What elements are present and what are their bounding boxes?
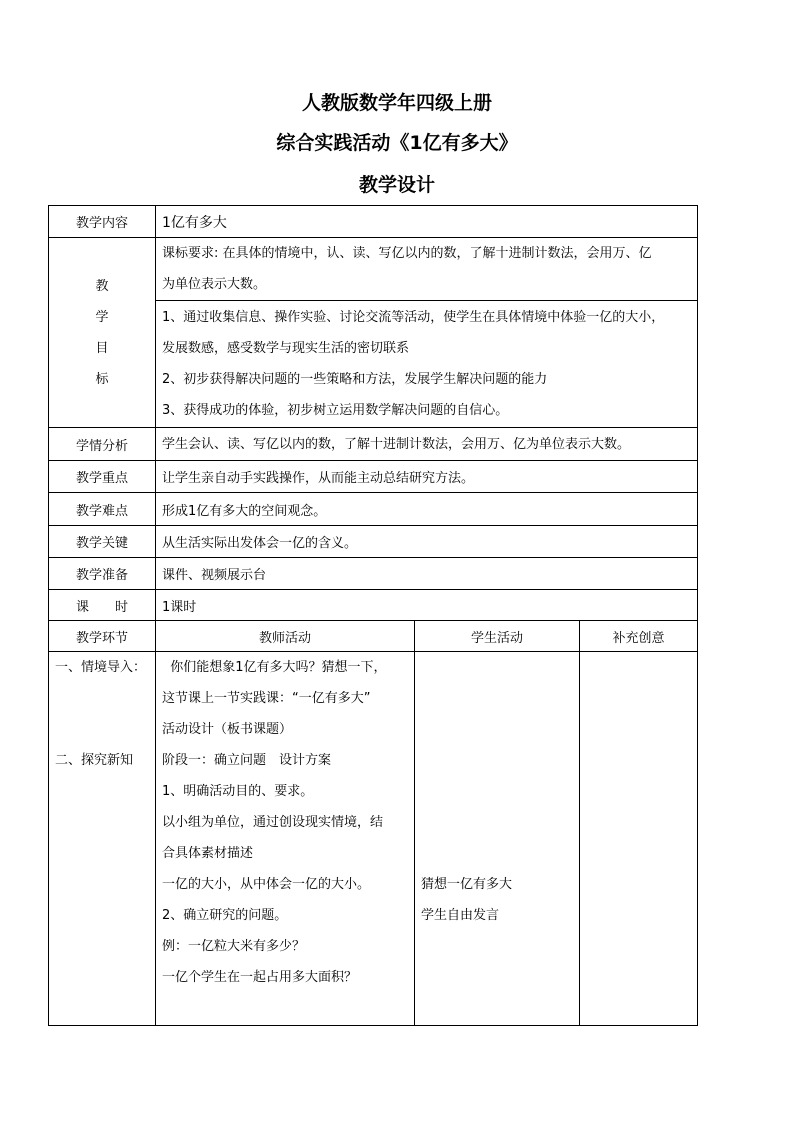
label-content: 教学内容 xyxy=(49,206,156,238)
document-subtitle: 综合实践活动《1亿有多大》 xyxy=(276,132,518,154)
label-prep: 教学准备 xyxy=(49,558,156,590)
requirement-line: 课标要求: 在具体的情境中，认、读、写亿以内的数，了解十进制计数法，会用万、亿 xyxy=(162,246,652,261)
teacher-line: 一亿个学生在一起占用多大面积？ xyxy=(162,970,358,985)
teacher-line: 活动设计（板书课题） xyxy=(162,722,293,737)
teacher-line: 以小组为单位，通过创设现实情境，结 xyxy=(162,815,384,830)
stage-item: 一、情境导入： xyxy=(55,660,147,675)
goal-line: 3、获得成功的体验，初步树立运用数学解决问题的自信心。 xyxy=(162,403,509,418)
label-objectives-char: 教 xyxy=(95,278,109,294)
value-key: 从生活实际出发体会一亿的含义。 xyxy=(156,526,698,558)
teacher-line: 阶段一：确立问题 设计方案 xyxy=(162,753,332,768)
row-content xyxy=(49,206,698,238)
process-header-row xyxy=(49,621,698,652)
value-hours: 1课时 xyxy=(156,590,698,621)
teacher-activity xyxy=(156,652,415,1026)
label-difficulty: 教学难点 xyxy=(49,493,156,526)
label-objectives-char: 学 xyxy=(95,309,109,325)
teacher-line: 一亿的大小，从中体会一亿的大小。 xyxy=(162,877,371,892)
stage-column xyxy=(49,652,156,1026)
label-objectives-char: 标 xyxy=(95,371,109,387)
row-difficulty xyxy=(49,493,698,526)
student-activity xyxy=(415,652,580,1026)
value-difficulty: 形成1亿有多大的空间观念。 xyxy=(156,493,698,526)
teacher-line: 1、明确活动目的、要求。 xyxy=(162,784,314,799)
document-heading: 教学设计 xyxy=(358,174,435,196)
row-key-point xyxy=(49,461,698,493)
header-stage: 教学环节 xyxy=(49,621,156,652)
requirement-line: 为单位表示大数。 xyxy=(162,277,267,292)
row-analysis xyxy=(49,428,698,461)
goal-line: 发展数感，感受数学与现实生活的密切联系 xyxy=(162,341,410,356)
value-key-point: 让学生亲自动手实践操作，从而能主动总结研究方法。 xyxy=(156,461,698,493)
row-key xyxy=(49,526,698,558)
value-prep: 课件、视频展示台 xyxy=(156,558,698,590)
header-extra: 补充创意 xyxy=(580,621,698,652)
extra-creativity xyxy=(580,652,698,1026)
label-objectives xyxy=(49,238,156,428)
row-requirement xyxy=(49,238,698,301)
label-analysis: 学情分析 xyxy=(49,428,156,461)
student-line: 猜想一亿有多大 xyxy=(421,877,513,892)
header-teacher: 教师活动 xyxy=(156,621,415,652)
goal-line: 1、通过收集信息、操作实验、讨论交流等活动，使学生在具体情境中体验一亿的大小， xyxy=(162,310,665,325)
lesson-plan-table xyxy=(48,205,698,1026)
value-analysis: 学生会认、读、写亿以内的数，了解十进制计数法，会用万、亿为单位表示大数。 xyxy=(156,428,698,461)
label-hours: 课 时 xyxy=(49,590,156,621)
process-body-row xyxy=(49,652,698,1026)
student-line: 学生自由发言 xyxy=(421,908,500,923)
goal-line: 2、初步获得解决问题的一些策略和方法，发展学生解决问题的能力 xyxy=(162,372,548,387)
value-goals xyxy=(156,301,698,428)
stage-item: 二、探究新知 xyxy=(55,753,134,768)
teacher-line: 合具体素材描述 xyxy=(162,846,254,861)
teacher-line: 这节课上一节实践课：“一亿有多大” xyxy=(162,691,371,706)
header-student: 学生活动 xyxy=(415,621,580,652)
row-hours xyxy=(49,590,698,621)
value-requirement xyxy=(156,238,698,301)
label-key-point: 教学重点 xyxy=(49,461,156,493)
label-key: 教学关键 xyxy=(49,526,156,558)
row-prep xyxy=(49,558,698,590)
teacher-line: 2、确立研究的问题。 xyxy=(162,908,288,923)
value-content: 1亿有多大 xyxy=(156,206,698,238)
label-objectives-char: 目 xyxy=(95,340,109,356)
teacher-line: 你们能想象1亿有多大吗？猜想一下， xyxy=(162,660,387,675)
teacher-line: 例：一亿粒大米有多少？ xyxy=(162,939,306,954)
document-title: 人教版数学年四级上册 xyxy=(301,92,492,114)
